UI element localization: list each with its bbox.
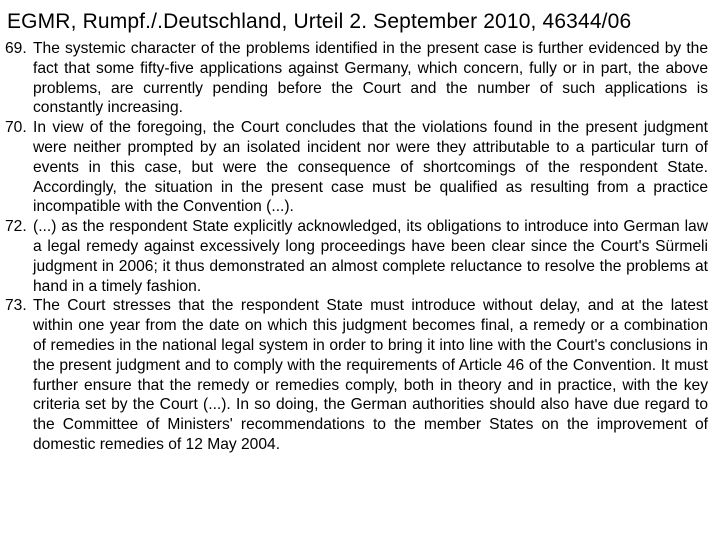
paragraph-72 [5,217,708,296]
slide-title: EGMR, Rumpf./.Deutschland, Urteil 2. September 2010, 46344/06 [7,10,632,33]
paragraph-text: In view of the foregoing, the Court concludes that the violations found in the present judgment were neither prompted by an isolated incident nor were they attributable to a particular turn of events in this case, but were the consequence of shortcomings of the respondent State. Accordingly, the situation in the present case must be qualified as resulting from a practice incompatible with the Convention (...). [33,119,708,216]
paragraph-number: 69. [5,40,27,57]
paragraph-73 [5,296,708,454]
paragraph-text: The systemic character of the problems identified in the present case is further evidenced by the fact that some fifty-five applications against Germany, which concern, fully or in part, the above problems, are currently pending before the Court and the number of such applications is constantly increasing. [33,40,708,117]
paragraph-number: 73. [5,297,27,315]
slide-body [5,39,708,455]
paragraph-text: The Court stresses that the respondent State must introduce without delay, and at the latest within one year from the date on which this judgment becomes final, a remedy or a combination of remedies in the national legal system in order to bring it into line with the Court's conclusions in the present judgment and to comply with the requirements of Article 46 of the Convention. It must further ensure that the remedy or remedies comply, both in theory and in practice, with the key criteria set by the Court (...). In so doing, the German authorities should also have due regard to the Committee of Ministers' recommendations to the member States on the improvement of domestic remedies of 12 May 2004. [33,297,708,453]
paragraph-69 [5,39,708,118]
paragraph-70 [5,118,708,217]
paragraph-text: (...) as the respondent State explicitly acknowledged, its obligations to introduce into German law a legal remedy against excessively long proceedings have been clear since the Court's Sürmeli judgment in 2006; it thus demonstrated an almost complete reluctance to resolve the problems at hand in a timely fashion. [33,218,708,295]
paragraph-number: 72. [5,218,27,236]
paragraph-number: 70. [5,119,27,137]
